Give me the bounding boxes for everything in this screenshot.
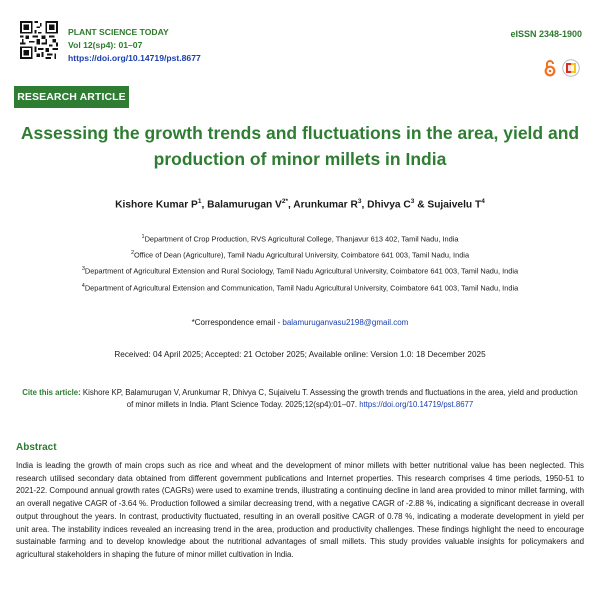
crossmark-icon[interactable] [562, 59, 580, 77]
header-icons [544, 59, 580, 77]
journal-volume: Vol 12(sp4): 01–07 [68, 40, 143, 50]
qr-code-icon [20, 21, 58, 59]
affiliation-text: Office of Dean (Agriculture), Tamil Nadu Agricultural University, Coimbatore 641 003, Tamil Nadu, India [134, 250, 470, 260]
article-type-badge: RESEARCH ARTICLE [14, 86, 129, 108]
journal-info [68, 26, 201, 65]
author-name: Sujaivelu T [427, 199, 482, 211]
citation [20, 387, 580, 411]
abstract-text: India is leading the growth of main crops such as rice and wheat and the development of minor millets with better nutritional value has been neglected. This research utilised secondary data obtained from different government publications and Internet properties. This research comprises 4 time periods, 1950-51 to 2021-22. Compound annual growth rates (CAGRs) were used to examine trends, illustrating a continuing decline in land area provided to minor millet farming, with an overall negative CAGR of -3.64 %. Production followed a similar decreasing trend, with a negative CAGR of -2.88 %, indicating a significant decrease in overall output throughout the years. In contrast, productivity fluctuated, resulting in an overall positive CAGR of 0.78 %, indicating a moderate development in yield per unit area. The instability indices revealed an increasing trend in the area, production and productivity challenges. These findings highlight the need to encourage sustainable farming and to develop knowledge about the nutritional advantages of small millets. This study provides valuable insights for policymakers and agricultural stakeholders in shaping the future of minor millet cultivation in India. [16, 461, 584, 559]
affiliation-sup: 3 [81, 266, 85, 272]
correspondence-label: *Correspondence email - [191, 318, 283, 327]
publication-dates: Received: 04 April 2025; Accepted: 21 October 2025; Available online: Version 1.0: 18 December 2025 [114, 350, 486, 359]
author-name: Balamurugan V [207, 199, 282, 211]
correspondence-email-link[interactable]: balamuruganvasu2198@gmail.com [282, 318, 409, 327]
citation-label: Cite this article: [22, 388, 81, 397]
abstract-heading: Abstract [16, 442, 57, 453]
article-title: Assessing the growth trends and fluctuations in the area, yield and production of minor millets in India [20, 123, 580, 169]
open-access-icon[interactable] [544, 59, 556, 77]
affiliation-sup: 2 [130, 250, 134, 256]
citation-text: Kishore KP, Balamurugan V, Arunkumar R, Dhivya C, Sujaivelu T. Assessing the growth trends and fluctuations in the area, yield and production of minor millets in India. Plant Science Today. 2025;12(sp4):01–07. [80, 388, 578, 409]
author-list: Kishore Kumar $P^1$, Balamurugan $V^{2*}$, Arunkumar $R^3$, Dhivya $C^3$ & Sujaivelu $T^4$ [115, 198, 485, 211]
affiliation-text: Department of Crop Production, RVS Agricultural College, Thanjavur 613 402, Tamil Nadu, India [144, 234, 459, 244]
journal-name: PLANT SCIENCE TODAY [68, 27, 169, 37]
author-sup: 2* [281, 198, 288, 205]
author-name: Dhivya C [367, 199, 411, 211]
affiliation [0, 250, 600, 259]
correspondence [0, 318, 600, 327]
affiliation-sup: 1 [141, 234, 145, 240]
author-sup: 1 [197, 198, 202, 205]
affiliation [0, 283, 600, 292]
author-name: Kishore Kumar P [115, 199, 198, 211]
affiliation [0, 266, 600, 275]
journal-doi-link[interactable]: https://doi.org/10.14719/pst.8677 [68, 53, 201, 63]
issn-label: eISSN 2348-1900 [510, 29, 582, 39]
author-sup: 3 [410, 198, 415, 205]
affiliation-text: Department of Agricultural Extension and Rural Sociology, Tamil Nadu Agricultural University, Coimbatore 641 003, Tamil Nadu, India [84, 266, 519, 276]
affiliation-text: Department of Agricultural Extension and Communication, Tamil Nadu Agricultural University, Coimbatore 641 003, Tamil Nadu, India [84, 283, 519, 293]
citation-doi-link[interactable]: https://doi.org/10.14719/pst.8677 [359, 400, 474, 409]
affiliation [0, 234, 600, 243]
author-sup: 3 [357, 198, 362, 205]
author-name: Arunkumar R [293, 199, 358, 211]
affiliation-sup: 4 [81, 283, 85, 289]
author-sup: 4 [481, 198, 485, 205]
